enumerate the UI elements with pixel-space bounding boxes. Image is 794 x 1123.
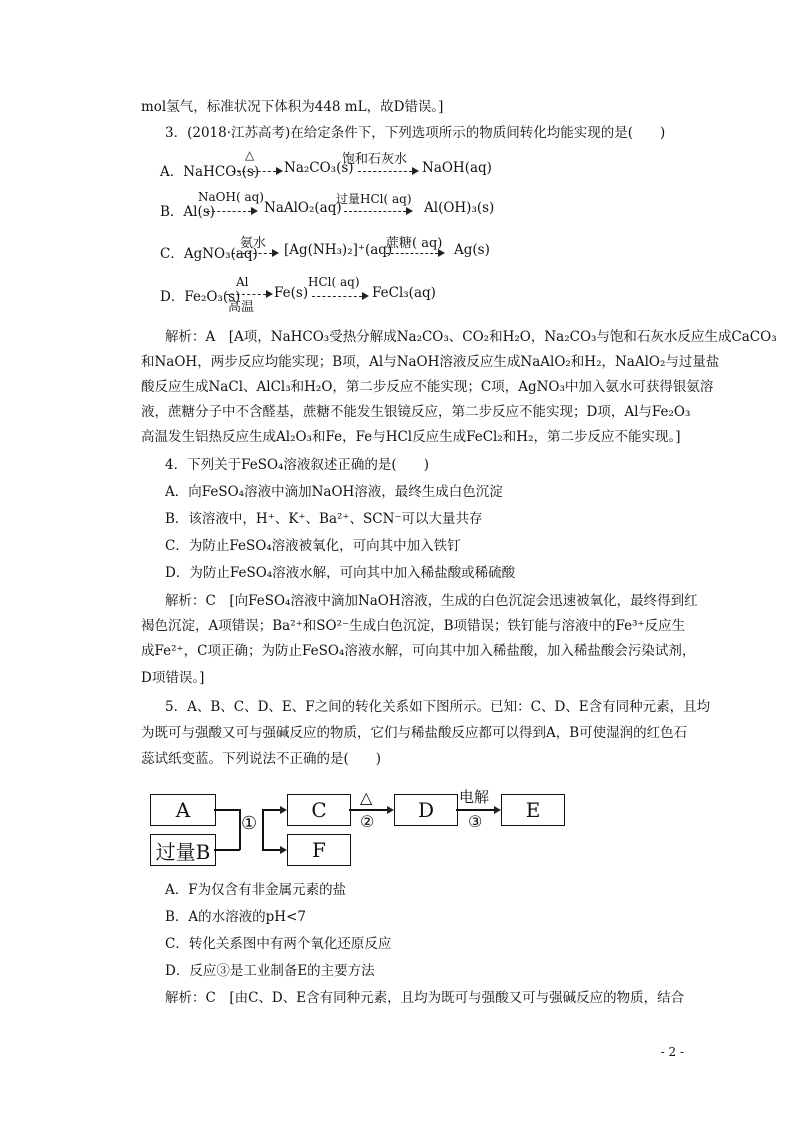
arrow-head: [438, 249, 445, 257]
option-3a-right: NaOH(aq): [422, 160, 492, 176]
question-4: 4．下列关于FeSO₄溶液叙述正确的是( ): [165, 457, 429, 473]
arrow: [232, 253, 272, 254]
connector: [262, 809, 264, 850]
arrow-sublabel: 高温: [228, 300, 255, 315]
option-5a: A．F为仅含有非金属元素的盐: [165, 882, 347, 898]
connector: [262, 809, 280, 811]
arrow: [344, 211, 406, 212]
box-a: A: [150, 794, 216, 826]
option-4a: A．向FeSO₄溶液中滴加NaOH溶液，最终生成白色沉淀: [165, 484, 503, 500]
answer-4: 解析：C [向FeSO₄溶液中滴加NaOH溶液，生成的白色沉淀会迅速被氧化，最终得到红: [165, 593, 698, 609]
electrolysis-label: 电解: [459, 788, 490, 806]
option-3b-mid: NaAlO₂(aq): [264, 200, 342, 216]
answer-3: 酸反应生成NaCl、AlCl₃和H₂O，第二步反应不能实现；C项，AgNO₃中加入氨水可获得银氨溶: [141, 379, 714, 395]
connector: [349, 809, 387, 811]
answer-3: 液，蔗糖分子中不含醛基，蔗糖不能发生银镜反应，第二步反应不能实现；D项，Al与Fe₂O₃: [141, 404, 691, 420]
box-f: F: [287, 834, 351, 866]
arrow-head: [387, 806, 394, 814]
heat-label: △: [360, 788, 373, 807]
arrow-label: 饱和石灰水: [342, 152, 408, 167]
connector: [214, 809, 240, 811]
box-b: 过量B: [150, 834, 216, 866]
option-3c-left: C．AgNO₃(aq): [160, 246, 258, 262]
answer-3: 解析：A [A项，NaHCO₃受热分解成Na₂CO₃、CO₂和H₂O，Na₂CO₃与饱和石灰水反应生成CaCO₃: [165, 329, 777, 345]
arrow: [232, 171, 276, 172]
arrow-head: [276, 167, 283, 175]
arrow-label: 过量HCl( aq): [336, 192, 412, 206]
arrow-label: 氨水: [240, 236, 267, 251]
arrow: [226, 294, 266, 295]
option-4c: C．为防止FeSO₄溶液被氧化，可向其中加入铁钉: [165, 538, 461, 554]
option-3c-right: Ag(s): [454, 242, 490, 258]
arrow-head: [266, 290, 273, 298]
step-3-label: ③: [468, 812, 483, 831]
question-5: 蕊试纸变蓝。下列说法不正确的是( ): [141, 751, 382, 767]
box-e: E: [501, 794, 565, 826]
question-5: 5．A、B、C、D、E、F之间的转化关系如下图所示。已知：C、D、E含有同种元素，且均: [165, 699, 711, 715]
arrow: [207, 211, 251, 212]
option-5d: D．反应③是工业制备E的主要方法: [165, 963, 375, 979]
connector: [214, 849, 240, 851]
question-5: 为既可与强酸又可与强碱反应的物质，它们与稀盐酸反应都可以得到A，B可使湿润的红色石: [141, 725, 688, 741]
arrow-head: [494, 806, 501, 814]
arrow: [312, 296, 362, 297]
option-3b-right: Al(OH)₃(s): [424, 200, 495, 216]
option-5b: B．A的水溶液的pH<7: [165, 909, 306, 925]
arrow: [386, 253, 438, 254]
answer-5: 解析：C [由C、D、E含有同种元素，且均为既可与强酸又可与强碱反应的物质，结合: [165, 990, 685, 1006]
option-3b-left: B．Al(s): [160, 204, 215, 220]
arrow-head: [412, 167, 419, 175]
option-3a-mid: Na₂CO₃(s): [284, 160, 354, 176]
arrow-label: HCl( aq): [308, 275, 360, 289]
option-3d-right: FeCl₃(aq): [372, 285, 436, 301]
box-c: C: [287, 794, 351, 826]
box-d: D: [394, 794, 458, 826]
option-3d-mid: Fe(s): [274, 285, 309, 301]
answer-4: 成Fe²⁺，C项正确；为防止FeSO₄溶液水解，可向其中加入稀盐酸，加入稀盐酸会污染试剂，: [141, 643, 696, 659]
arrow-head: [280, 846, 287, 854]
arrow-label: △: [245, 148, 255, 162]
answer-4: 褐色沉淀，A项错误；Ba²⁺和SO²⁻生成白色沉淀，B项错误；铁钉能与溶液中的Fe³⁺反应生: [141, 618, 686, 634]
arrow-head: [362, 292, 369, 300]
arrow-head: [272, 249, 279, 257]
option-3a-left: A．NaHCO₃(s): [160, 164, 260, 180]
option-4b: B．该溶液中，H⁺、K⁺、Ba²⁺、SCN⁻可以大量共存: [165, 511, 483, 527]
option-5c: C．转化关系图中有两个氧化还原反应: [165, 936, 392, 952]
answer-3: 和NaOH，两步反应均能实现；B项，Al与NaOH溶液反应生成NaAlO₂和H₂，NaAlO₂与过量盐: [141, 354, 720, 370]
connector: [456, 809, 494, 811]
page-number: - 2 -: [660, 1045, 684, 1059]
arrow-head: [251, 207, 258, 215]
step-2-label: ②: [360, 812, 375, 831]
connector: [262, 849, 280, 851]
arrow: [358, 171, 412, 172]
answer-4: D项错误。]: [141, 670, 205, 686]
arrow-head: [280, 806, 287, 814]
question-3: 3．(2018·江苏高考)在给定条件下，下列选项所示的物质间转化均能实现的是( ): [165, 125, 666, 141]
arrow-head: [406, 207, 413, 215]
arrow-label: 蔗糖( aq): [386, 236, 443, 251]
arrow-label: Al: [236, 275, 249, 289]
option-3c-mid: [Ag(NH₃)₂]⁺(aq): [284, 242, 393, 258]
arrow-label: NaOH( aq): [198, 190, 264, 204]
text-line: mol氢气，标准状况下体积为448 mL，故D错误。]: [141, 99, 444, 115]
option-4d: D．为防止FeSO₄溶液水解，可向其中加入稀盐酸或稀硫酸: [165, 565, 516, 581]
answer-3: 高温发生铝热反应生成Al₂O₃和Fe，Fe与HCl反应生成FeCl₂和H₂，第二步反应不能实现。]: [141, 429, 681, 445]
step-1-label: ①: [241, 813, 258, 834]
option-3d-left: D．Fe₂O₃(s): [160, 289, 241, 305]
